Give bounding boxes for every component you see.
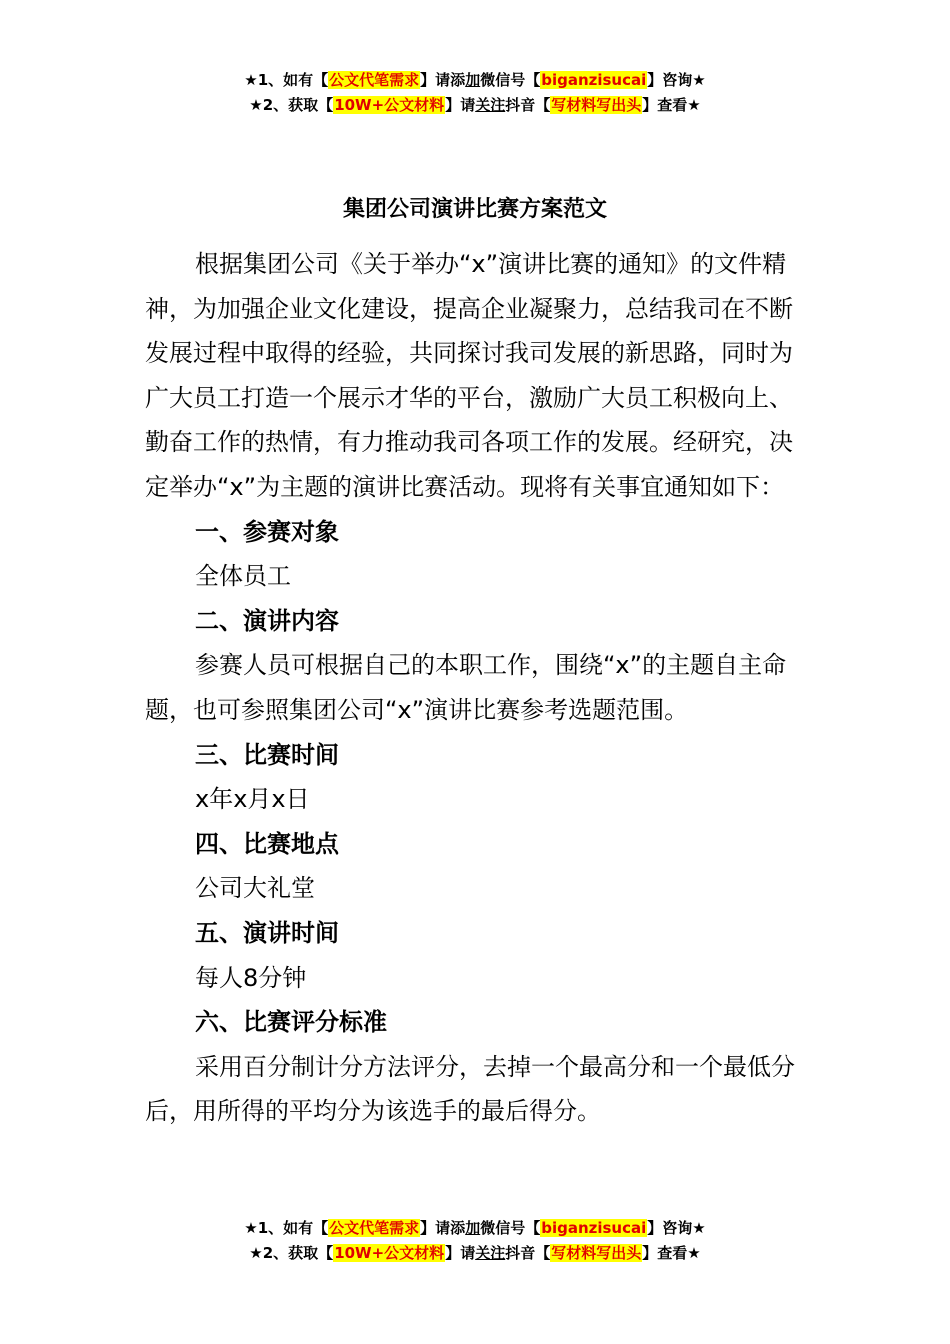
body-paragraph: 每人8分钟	[195, 963, 307, 992]
highlight-text: 公文代笔需求	[329, 1219, 420, 1237]
douyin-name: 写材料写出头	[551, 1244, 642, 1262]
section-heading: 五、演讲时间	[195, 918, 339, 947]
banner-line-2: ★2、获取【10W+公文材料】请关注抖音【写材料写出头】查看★	[249, 96, 701, 114]
banner-line-1: ★1、如有【公文代笔需求】请添加微信号【biganzisucai】咨询★	[244, 71, 706, 89]
banner-line-1: ★1、如有【公文代笔需求】请添加微信号【biganzisucai】咨询★	[244, 1219, 706, 1237]
wechat-id: biganzisucai	[541, 1219, 647, 1237]
section-heading: 一、参赛对象	[195, 517, 339, 546]
body-paragraph: x年x月x日	[195, 785, 310, 814]
body-paragraph: 采用百分制计分方法评分，去掉一个最高分和一个最低分后，用所得的平均分为该选手的最后得分。	[145, 1052, 795, 1126]
header-banner	[0, 68, 950, 118]
footer-banner	[0, 1216, 950, 1266]
section-heading: 六、比赛评分标准	[195, 1008, 387, 1037]
highlight-text: 10W+公文材料	[334, 96, 445, 114]
wechat-id: biganzisucai	[541, 71, 647, 89]
body-paragraph: 公司大礼堂	[195, 874, 315, 903]
section-heading: 四、比赛地点	[195, 829, 339, 858]
highlight-text: 公文代笔需求	[329, 71, 420, 89]
section-heading: 三、比赛时间	[195, 740, 339, 769]
banner-line-2: ★2、获取【10W+公文材料】请关注抖音【写材料写出头】查看★	[249, 1244, 701, 1262]
intro-paragraph: 根据集团公司《关于举办“x”演讲比赛的通知》的文件精神，为加强企业文化建设，提高企业凝聚力，总结我司在不断发展过程中取得的经验，共同探讨我司发展的新思路，同时为广大员工打造一个展示才华的平台，激励广大员工积极向上、勤奋工作的热情，有力推动我司各项工作的发展。经研究，决定举办“x”为主题的演讲比赛活动。现将有关事宜通知如下：	[145, 250, 793, 501]
document-title: 集团公司演讲比赛方案范文	[342, 197, 607, 222]
douyin-name: 写材料写出头	[551, 96, 642, 114]
document-body	[145, 242, 795, 1134]
highlight-text: 10W+公文材料	[334, 1244, 445, 1262]
section-heading: 二、演讲内容	[195, 606, 339, 635]
body-paragraph: 全体员工	[195, 562, 291, 591]
body-paragraph: 参赛人员可根据自己的本职工作，围绕“x”的主题自主命题，也可参照集团公司“x”演讲比赛参考选题范围。	[145, 651, 787, 724]
